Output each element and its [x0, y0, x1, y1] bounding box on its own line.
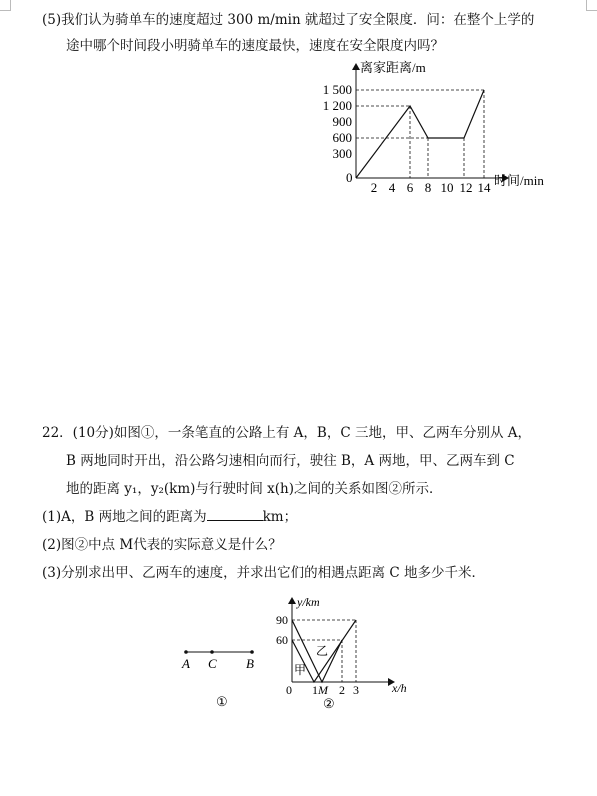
fig2-point-m: M — [318, 683, 328, 697]
answer-blank — [207, 508, 263, 521]
point-c — [210, 650, 214, 654]
fig2-ylabel: y/km — [297, 595, 320, 609]
fig2-origin: 0 — [286, 683, 292, 697]
chart1-ytick-1500: 1 500 — [322, 82, 352, 97]
chart1-ytick-600: 600 — [332, 130, 352, 145]
q22-sub-1 — [42, 508, 297, 526]
fig2-xtick-3: 3 — [353, 683, 359, 697]
distance-time-chart — [300, 58, 570, 198]
q22-line-3: 地的距离 y₁，y₂(km)与行驶时间 x(h)之间的关系如图②所示． — [66, 481, 443, 497]
page-corner-mark — [586, 0, 597, 11]
figure-1-caption: ① — [216, 694, 228, 709]
label-b: B — [246, 656, 254, 671]
point-a — [184, 650, 188, 654]
page-corner-mark — [0, 0, 11, 11]
chart1-xlabel: 时间/min — [494, 173, 544, 188]
fig2-label-jia: 甲 — [294, 663, 307, 677]
chart1-xtick-4: 4 — [388, 180, 396, 195]
chart1-xtick-10: 10 — [440, 180, 454, 195]
chart1-origin: 0 — [346, 170, 353, 185]
chart1-ylabel: 离家距离/m — [360, 60, 426, 75]
q22-sub-2: (2)图②中点 M代表的实际意义是什么？ — [42, 537, 282, 553]
fig2-ytick-90: 90 — [276, 613, 288, 627]
label-a: A — [182, 656, 190, 671]
chart1-ytick-1200: 1 200 — [322, 98, 352, 113]
figure-2-caption: ② — [323, 696, 335, 711]
fig2-ytick-60: 60 — [276, 633, 288, 647]
chart1-ytick-900: 900 — [332, 114, 352, 129]
chart1-distance-line — [356, 90, 484, 178]
q22-sub-1-unit: km； — [262, 509, 298, 525]
chart1-xtick-6: 6 — [406, 180, 414, 195]
q22-sub-3: (3)分别求出甲、乙两车的速度，并求出它们的相遇点距离 C 地多少千米． — [42, 565, 486, 581]
figure-1-road — [176, 640, 276, 720]
label-c: C — [208, 656, 217, 671]
fig2-xtick-1: 1 — [312, 683, 318, 697]
fig2-xtick-2: 2 — [339, 683, 345, 697]
chart1-xtick-12: 12 — [459, 180, 473, 195]
point-b — [250, 650, 254, 654]
q5-line-2: 途中哪个时间段小明骑单车的速度最快，速度在安全限度内吗？ — [66, 38, 444, 54]
chart1-xtick-14: 14 — [477, 180, 491, 195]
q22-line-2: B 两地同时开出，沿公路匀速相向而行，驶往 B，A 两地，甲、乙两车到 C — [66, 453, 515, 469]
q22-line-1: 22．(10分)如图①，一条笔直的公路上有 A，B，C 三地，甲、乙两车分别从 A， — [42, 425, 532, 441]
fig2-label-yi: 乙 — [316, 644, 329, 658]
q5-line-1: (5)我们认为骑单车的速度超过 300 m/min 就超过了安全限度．问：在整个上学的 — [42, 12, 535, 28]
q22-sub-1-text: (1)A，B 两地之间的距离为 — [42, 509, 207, 525]
fig2-xlabel: x/h — [392, 681, 407, 695]
figure-2-graph — [270, 592, 420, 716]
chart1-xtick-2: 2 — [370, 180, 378, 195]
chart1-ytick-300: 300 — [332, 146, 352, 161]
chart1-xtick-8: 8 — [424, 180, 432, 195]
